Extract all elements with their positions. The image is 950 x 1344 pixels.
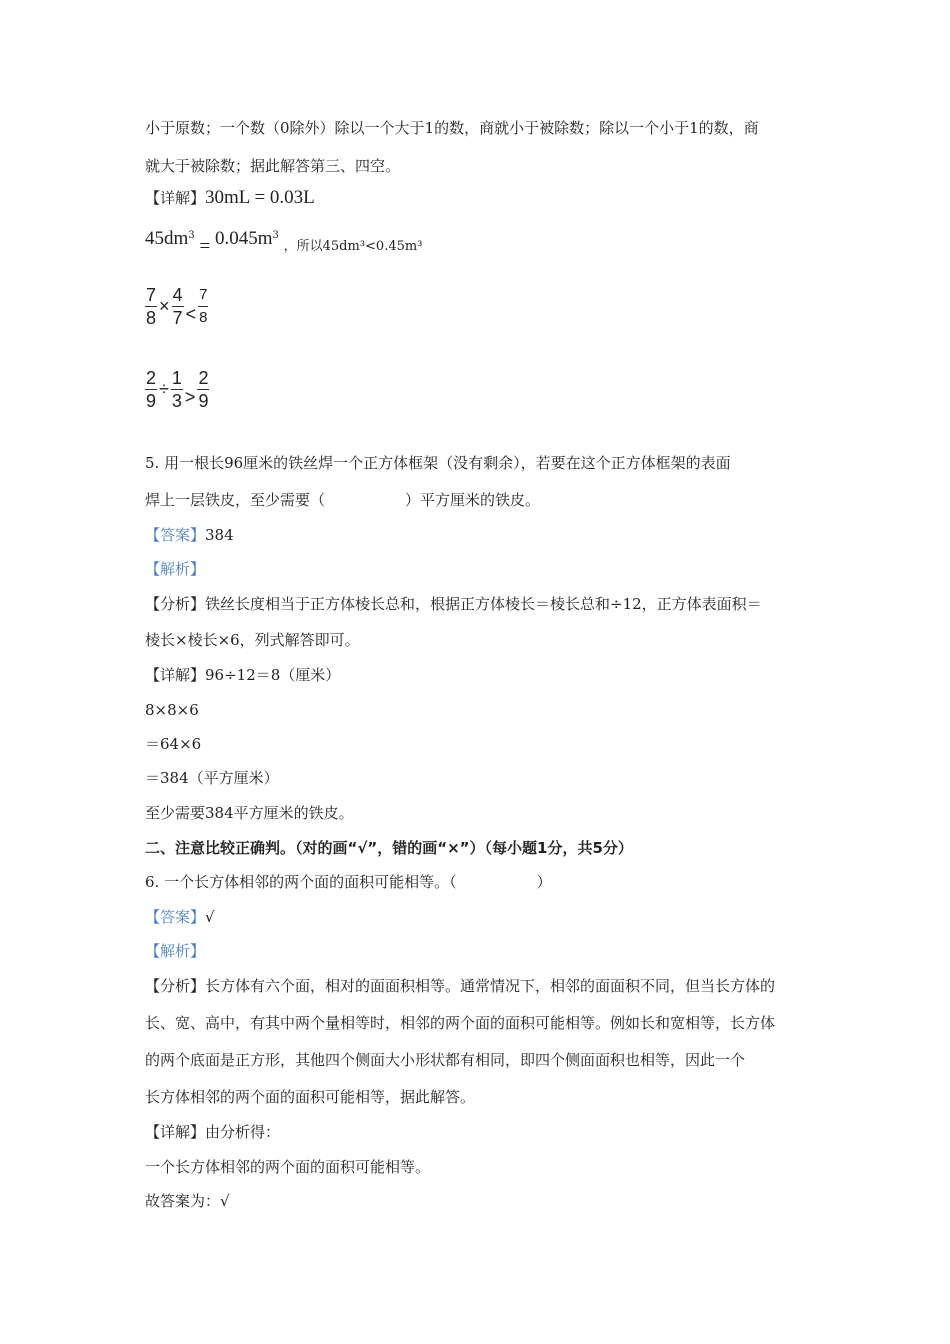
fenxi-line [145, 594, 762, 614]
detail-line [145, 1122, 280, 1142]
text-line: 长、宽、高中，有其中两个量相等时，相邻的两个面的面积可能相等。例如长和宽相等，长方体 [145, 1014, 776, 1032]
text-span: 焊上一层铁皮，至少需要（ [145, 491, 326, 509]
text-line: 至少需要384平方厘米的铁皮。 [145, 804, 354, 822]
text-span: 【分析】 [145, 977, 206, 995]
math-line [145, 226, 423, 257]
question-6 [145, 872, 552, 892]
text-span: 96÷12＝8（厘米） [205, 666, 341, 684]
detail-line [145, 188, 315, 208]
text-span: ）平方厘米的铁皮。 [405, 491, 541, 509]
text-span: 【分析】 [145, 595, 206, 613]
text-span: 3 [171, 391, 182, 411]
text-line: 就大于被除数；据此解答第三、四空。 [145, 157, 401, 175]
detail-label: 【详解】 [145, 189, 206, 207]
answer-value: 384 [205, 526, 234, 544]
text-line: 故答案为：√ [145, 1192, 230, 1210]
equals: = [199, 236, 211, 257]
analysis-label: 【解析】 [145, 560, 206, 578]
text-span: 2 [198, 368, 209, 388]
operator: ÷ [159, 379, 169, 399]
math-left: 45dm [145, 228, 189, 249]
text-span: 7 [146, 285, 157, 305]
question-5: 5. 用一根长96厘米的铁丝焊一个正方体框架（没有剩余），若要在这个正方体框架的表面 [145, 454, 731, 472]
text-span: 【详解】 [145, 666, 206, 684]
text-span: 7 [198, 284, 208, 307]
comparison: < [185, 304, 197, 324]
fraction [197, 367, 209, 412]
text-span: 9 [146, 391, 157, 411]
detail-line [145, 665, 340, 685]
operator: × [159, 296, 170, 316]
text-span: 7 [172, 308, 183, 328]
answer-label: 【答案】 [145, 908, 206, 926]
text-span: 8 [199, 309, 208, 326]
superscript: 3 [272, 230, 279, 241]
math-tail: ，所以45dm³<0.45m³ [283, 239, 423, 254]
superscript: 3 [188, 230, 195, 241]
text-line: ＝64×6 [145, 735, 202, 753]
text-line: 一个长方体相邻的两个面的面积可能相等。 [145, 1158, 431, 1176]
answer-label: 【答案】 [145, 526, 206, 544]
fraction [171, 367, 183, 412]
fraction [172, 284, 184, 329]
text-span: 长方体有六个面，相对的面面积相等。通常情况下，相邻的面面积不同，但当长方体的 [205, 977, 776, 995]
comparison: > [184, 387, 196, 407]
text-span: 8 [146, 308, 157, 328]
fraction [198, 284, 208, 329]
text-line: 小于原数；一个数（0除外）除以一个大于1的数，商就小于被除数；除以一个小于1的数，商 [145, 119, 759, 137]
section-heading: 二、注意比较正确判。（对的画“√”，错的画“×”）（每小题1分，共5分） [145, 839, 633, 857]
text-span: 铁丝长度相当于正方体棱长总和，根据正方体棱长＝棱长总和÷12，正方体表面积＝ [205, 595, 762, 613]
text-span: ） [536, 873, 552, 891]
fraction [145, 367, 157, 412]
answer-line [145, 525, 234, 545]
text-line: 棱长×棱长×6，列式解答即可。 [145, 631, 360, 649]
math-expression: 30mL = 0.03L [205, 187, 315, 208]
fenxi-line [145, 976, 775, 996]
text-span: 【详解】 [145, 1123, 206, 1141]
answer-line [145, 907, 215, 927]
text-line: ＝384（平方厘米） [145, 769, 279, 787]
math-right: 0.045m [214, 228, 273, 249]
question-5-line2 [145, 490, 540, 510]
text-line: 长方体相邻的两个面的面积可能相等，据此解答。 [145, 1088, 476, 1106]
text-span: 2 [146, 368, 157, 388]
text-span: 4 [172, 285, 183, 305]
fraction-expression-2 [145, 367, 209, 412]
text-span: 1 [171, 368, 182, 388]
answer-value: √ [205, 908, 215, 926]
text-span: 6. 一个长方体相邻的两个面的面积可能相等。（ [145, 873, 457, 891]
fraction [145, 284, 157, 329]
text-line: 的两个底面是正方形，其他四个侧面大小形状都有相同，即四个侧面面积也相等，因此一个 [145, 1051, 746, 1069]
analysis-label: 【解析】 [145, 942, 206, 960]
fraction-expression-1 [145, 284, 208, 329]
text-span: 9 [198, 391, 209, 411]
text-span: 由分析得： [205, 1123, 281, 1141]
text-line: 8×8×6 [145, 701, 199, 719]
